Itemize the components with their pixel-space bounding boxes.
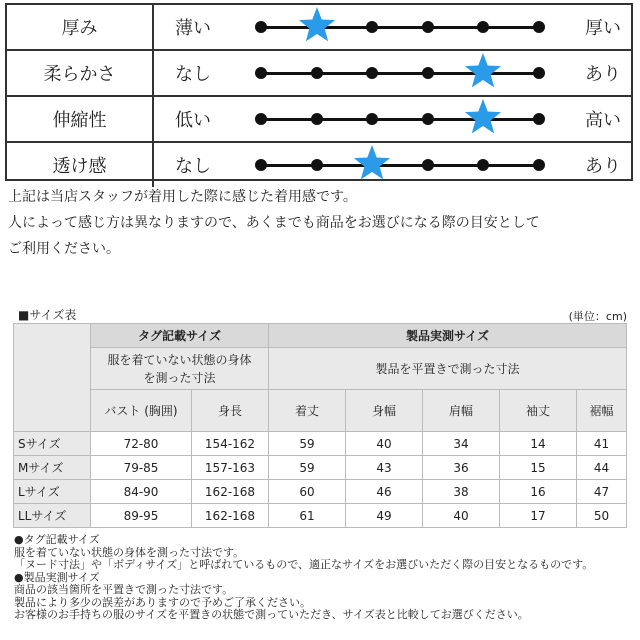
footnotes (14, 534, 634, 622)
scale-dot (533, 21, 545, 33)
scale-dot (311, 113, 323, 125)
scale-dot (366, 113, 378, 125)
footnote-line: ●製品実測サイズ (14, 570, 100, 584)
scale-dot (422, 67, 434, 79)
feel-label: 厚み (7, 5, 154, 49)
value-cell: 15 (500, 456, 577, 480)
scale-dot (533, 67, 545, 79)
height-cell: 162-168 (192, 480, 269, 504)
bust-header: バスト (胸囲) (91, 390, 192, 432)
footnote-line: ●タグ記載サイズ (14, 533, 100, 546)
scale-dot (311, 159, 323, 171)
footnote-line: 服を着ていない状態の身体を測った寸法です。 (14, 545, 245, 559)
value-cell: 47 (577, 480, 627, 504)
scale-dot (311, 67, 323, 79)
star-icon (352, 143, 392, 183)
scale-dot (533, 113, 545, 125)
feel-row-thickness (7, 5, 631, 51)
feel-right-text: 高い (585, 110, 621, 131)
bust-cell: 79-85 (91, 456, 192, 480)
value-cell: 50 (577, 504, 627, 528)
scale-line (261, 164, 539, 167)
feel-right-text: 厚い (585, 18, 621, 39)
table-row (14, 456, 627, 480)
value-cell: 46 (346, 480, 423, 504)
footnote-line: 商品の該当箇所を平置きで測った寸法です。 (14, 583, 234, 596)
value-cell: 40 (346, 432, 423, 456)
value-cell: 59 (269, 432, 346, 456)
value-cell: 16 (500, 480, 577, 504)
scale-dot (422, 113, 434, 125)
star-icon (297, 5, 337, 45)
tag-size-sub: 服を着ていない状態の身体を測った寸法 (91, 348, 269, 390)
bust-cell: 89-95 (91, 504, 192, 528)
feel-scale (255, 143, 545, 187)
size-name: Mサイズ (14, 456, 91, 480)
footnote-line: 「ヌード寸法」や「ボディサイズ」と呼ばれているもので、適正なサイズをお選びいただく際の目安となるものです。 (14, 558, 594, 571)
tag-size-header: タグ記載サイズ (91, 324, 269, 348)
value-cell: 60 (269, 480, 346, 504)
table-row (14, 504, 627, 528)
scale-dot (422, 159, 434, 171)
value-cell: 49 (346, 504, 423, 528)
height-cell: 162-168 (192, 504, 269, 528)
note-line: ご利用ください。 (8, 241, 120, 257)
column-header: 裾幅 (577, 390, 627, 432)
scale-dot (533, 159, 545, 171)
column-header: 肩幅 (423, 390, 500, 432)
column-header: 身長 (192, 390, 269, 432)
value-cell: 59 (269, 456, 346, 480)
feel-scale (255, 97, 545, 141)
feel-scale (255, 5, 545, 49)
height-cell: 157-163 (192, 456, 269, 480)
bust-cell: 72-80 (91, 432, 192, 456)
note-line: 上記は当店スタッフが着用した際に感じた着用感です。 (8, 189, 357, 205)
value-cell: 17 (500, 504, 577, 528)
feel-row-sheerness (7, 143, 631, 187)
column-header: 着丈 (269, 390, 346, 432)
value-cell: 61 (269, 504, 346, 528)
scale-dot (477, 159, 489, 171)
value-cell: 38 (423, 480, 500, 504)
table-row (14, 432, 627, 456)
note-line: 人によって感じ方は異なりますので、あくまでも商品をお選びになる際の目安として (8, 215, 540, 231)
size-name: LLサイズ (14, 504, 91, 528)
footnote-line: お客様のお手持ちの服のサイズを平置きの状態で測っていただき、サイズ表と比較してお選びください。 (14, 608, 529, 621)
table-row (14, 480, 627, 504)
size-table-unit: (単位：cm) (568, 310, 627, 323)
bust-cell: 84-90 (91, 480, 192, 504)
scale-dot (366, 67, 378, 79)
value-cell: 34 (423, 432, 500, 456)
feel-left-text: 薄い (175, 18, 211, 39)
real-size-sub: 製品を平置きで測った寸法 (269, 348, 627, 390)
feel-row-softness (7, 51, 631, 97)
feel-label: 透け感 (7, 143, 154, 187)
column-header: 身幅 (346, 390, 423, 432)
feel-left-text: なし (175, 64, 211, 85)
feel-label: 柔らかさ (7, 51, 154, 95)
column-header: 袖丈 (500, 390, 577, 432)
size-name: Sサイズ (14, 432, 91, 456)
scale-dot (255, 113, 267, 125)
size-name: Lサイズ (14, 480, 91, 504)
size-table-title: ■サイズ表 (18, 308, 77, 322)
star-icon (463, 97, 503, 137)
value-cell: 44 (577, 456, 627, 480)
value-cell: 43 (346, 456, 423, 480)
size-table (13, 323, 627, 528)
value-cell: 14 (500, 432, 577, 456)
scale-dot (366, 21, 378, 33)
star-icon (463, 51, 503, 91)
feel-label: 伸縮性 (7, 97, 154, 141)
height-cell: 154-162 (192, 432, 269, 456)
value-cell: 40 (423, 504, 500, 528)
feel-right-text: あり (585, 156, 621, 177)
scale-dot (255, 67, 267, 79)
feel-left-text: 低い (175, 110, 211, 131)
value-cell: 36 (423, 456, 500, 480)
scale-dot (255, 159, 267, 171)
feel-left-text: なし (175, 156, 211, 177)
scale-dot (422, 21, 434, 33)
feel-right-text: あり (585, 64, 621, 85)
feel-scale (255, 51, 545, 95)
wear-feel-table (5, 3, 633, 181)
scale-dot (255, 21, 267, 33)
real-size-header: 製品実測サイズ (269, 324, 627, 348)
scale-dot (477, 21, 489, 33)
footnote-line: 製品により多少の誤差がありますので予めご了承ください。 (14, 595, 311, 609)
feel-row-stretch (7, 97, 631, 143)
value-cell: 41 (577, 432, 627, 456)
corner-cell (14, 324, 91, 432)
